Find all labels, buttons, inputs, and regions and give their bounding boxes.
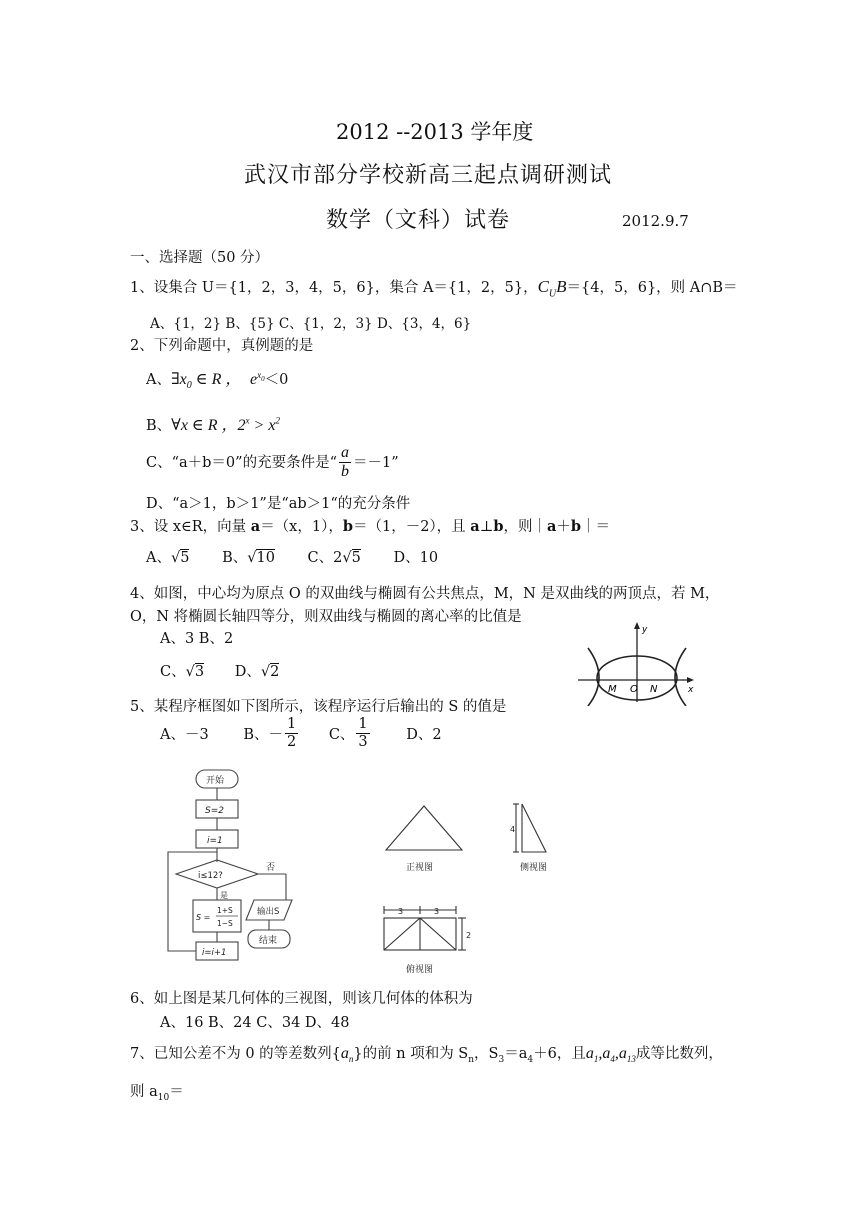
no-label: 否 bbox=[266, 863, 276, 873]
y-axis-arrow bbox=[634, 622, 640, 629]
question-3-options: A、√5 B、√10 C、2√5 D、10 bbox=[146, 550, 439, 566]
question-5-options: A、－3 B、－ $\frac{1}{2}$ C、 $\frac{1}{3}$ D、2 bbox=[160, 716, 442, 750]
question-4-options-cd: C、√3 D、√2 bbox=[160, 664, 280, 680]
side-view-triangle bbox=[522, 804, 546, 852]
question-6-stem: 6、如上图是某几何体的三视图，则该几何体的体积为 bbox=[130, 991, 473, 1007]
exam-year: 2012 --2013 学年度 bbox=[336, 120, 534, 144]
start-label: 开始 bbox=[206, 776, 225, 786]
y-label: y bbox=[642, 625, 648, 635]
question-2-option-b: B、∀x ∈ R ，$2^x > x^2$ bbox=[146, 415, 280, 434]
front-view-label: 正视图 bbox=[406, 863, 434, 873]
question-2-option-d: D、“a＞1，b＞1”是“ab＞1“的充分条件 bbox=[146, 496, 411, 512]
three-views-figure bbox=[376, 790, 576, 980]
question-4-line-1: 4、如图，中心均为原点 O 的双曲线与椭圆有公共焦点，M，N 是双曲线的两顶点，若 M， bbox=[130, 586, 720, 602]
question-7-stem: 7、已知公差不为 0 的等差数列$\{a_n\}$的前 n 项和为 $S_n$，$S_3=a_4+6$，且$a_1,a_4,a_{13}$成等比数列， bbox=[130, 1045, 723, 1065]
point-o-label: O bbox=[630, 684, 638, 695]
end-label: 结束 bbox=[259, 936, 278, 946]
question-7-line-2: 则 $a_{10}=$ bbox=[130, 1084, 184, 1103]
question-4-line-2: O，N 将椭圆长轴四等分，则双曲线与椭圆的离心率的比值是 bbox=[130, 609, 522, 625]
ellipse-hyperbola-figure bbox=[574, 620, 698, 706]
top-dim-3-label: 2 bbox=[466, 931, 472, 940]
top-view-label: 俯视图 bbox=[406, 965, 434, 975]
top-dim-2-label: 3 bbox=[434, 907, 440, 916]
x-label: x bbox=[688, 685, 694, 695]
exam-title: 武汉市部分学校新高三起点调研测试 bbox=[244, 163, 613, 188]
question-1-stem: 1、设集合 U＝{1，2，3，4，5，6}，集合 A＝{1，2，5}，$C_UB=\{4$，5，6}，则 A∩B＝ bbox=[130, 277, 738, 300]
exam-date: 2012.9.7 bbox=[622, 212, 689, 230]
side-dim-label: 4 bbox=[510, 825, 516, 834]
question-6-options: A、16 B、24 C、34 D、48 bbox=[160, 1015, 350, 1031]
point-m-label: M bbox=[608, 684, 617, 695]
question-2-option-a: A、$\exists x_0$ ∈ R ， $e^{x_0}<0$ bbox=[146, 369, 289, 392]
question-3-stem: 3、设 x∈R，向量 a＝（x，1），b＝（1，－2），且 a⊥b，则｜a＋b｜＝ bbox=[130, 518, 611, 535]
i-init-label: i=1 bbox=[207, 836, 223, 846]
top-dim-1-label: 3 bbox=[398, 907, 404, 916]
program-flowchart bbox=[160, 764, 320, 974]
assign-lhs: S = bbox=[196, 913, 211, 922]
yes-label: 是 bbox=[220, 891, 228, 900]
question-2-option-c: C、“a＋b＝0”的充要条件是“ $\frac{a}{b}$ ＝－1” bbox=[146, 444, 399, 481]
assign-numerator: 1+S bbox=[217, 906, 233, 915]
question-2-stem: 2、下列命题中，真例题的是 bbox=[130, 338, 314, 354]
exam-subject: 数学（文科）试卷 bbox=[326, 208, 511, 233]
front-view-triangle bbox=[386, 806, 462, 850]
point-n-label: N bbox=[650, 684, 658, 695]
assign-denominator: 1−S bbox=[217, 919, 233, 928]
side-view-label: 侧视图 bbox=[520, 863, 548, 873]
section-heading: 一、选择题（50 分） bbox=[130, 250, 270, 266]
x-axis-arrow bbox=[687, 677, 694, 683]
question-5-stem: 5、某程序框图如下图所示，该程序运行后输出的 S 的值是 bbox=[130, 699, 507, 715]
question-1-options: A、{1，2} B、{5} C、{1，2，3} D、{3，4，6} bbox=[150, 316, 472, 332]
condition-label: i≤12? bbox=[198, 871, 223, 881]
output-label: 输出S bbox=[257, 907, 280, 917]
s-init-label: S=2 bbox=[205, 806, 224, 816]
increment-label: i=i+1 bbox=[202, 948, 227, 958]
question-4-options-ab: A、3 B、2 bbox=[160, 631, 234, 647]
